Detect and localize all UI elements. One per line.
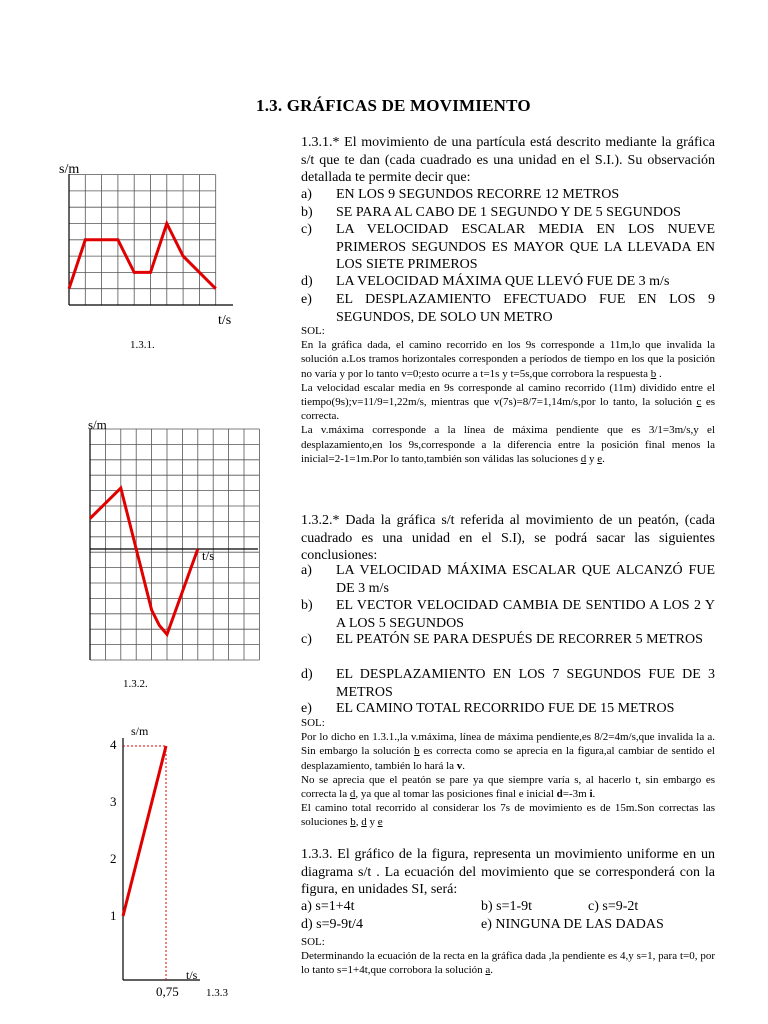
option-b: b) s=1-9t — [481, 899, 533, 914]
option-text: LA VELOCIDAD ESCALAR MEDIA EN LOS NUEVE PRIMEROS SEGUNDOS ES MAYOR QUE LA LLEVADA EN LOS SIETE PRIMEROS — [336, 222, 715, 272]
option-d — [301, 273, 715, 291]
figure-caption: 1.3.3 — [206, 987, 228, 999]
option-text: SE PARA AL CABO DE 1 SEGUNDO Y DE 5 SEGUNDOS — [336, 205, 681, 220]
option-text: EL PEATÓN SE PARA DESPUÉS DE RECORRER 5 METROS — [336, 632, 703, 647]
solution-paragraph: La velocidad escalar media en 9s corresponde al camino recorrido (11m) dividido entre el tiempo(9s);v=11/9=1,22m/s, mientras que v(7s)=8/7=1,14m/s,por lo tanto, la solución c es correcta. — [301, 381, 715, 423]
figure-1-3-1 — [55, 160, 275, 350]
option-key: b) — [301, 205, 313, 220]
page-title: 1.3. GRÁFICAS DE MOVIMIENTO — [256, 96, 531, 115]
y-tick-label: 3 — [110, 794, 117, 809]
option-a — [301, 186, 715, 204]
option-key: c) — [301, 222, 312, 237]
option-key: d) — [301, 274, 313, 289]
y-axis-label: s/m — [88, 417, 107, 432]
option-c: c) s=9-2t — [588, 899, 639, 914]
option-text: EL VECTOR VELOCIDAD CAMBIA DE SENTIDO A LOS 2 Y A LOS 5 SEGUNDOS — [336, 598, 715, 631]
question-1-3-2-intro: 1.3.2.* Dada la gráfica s/t referida al movimiento de un peatón, (cada cuadrado es una unidad en el S.I), se podrá sacar las siguientes conclusiones: — [301, 513, 715, 563]
solution-paragraph: En la gráfica dada, el camino recorrido en los 9s corresponde a 11m,lo que invalida la solución a.Los tramos horizontales corresponden a períodos de tiempo en los que la posición no varía y por lo tanto v=0;esto ocurre a t=1s y t=5s,que corrobora la respuesta b . — [301, 339, 715, 380]
option-text: LA VELOCIDAD MÁXIMA QUE LLEVÓ FUE DE 3 m/s — [336, 274, 670, 289]
option-text: LA VELOCIDAD MÁXIMA ESCALAR QUE ALCANZÓ FUE DE 3 m/s — [336, 563, 715, 596]
series-line — [90, 488, 198, 634]
solution-paragraph: Determinando la ecuación de la recta en la gráfica dada ,la pendiente es 4,y s=1, para t=0, por lo tanto s=1+4t,que corrobora la solución a. — [301, 950, 715, 977]
option-d: d) s=9-9t/4 — [301, 917, 363, 932]
question-1-3-3-intro: 1.3.3. El gráfico de la figura, representa un movimiento uniforme en un diagrama s/t . La ecuación del movimiento que se corresponderá con la figura, en unidades SI, será: — [301, 847, 715, 897]
option-e — [301, 291, 715, 327]
solution-paragraph: Por lo dicho en 1.3.1.,la v.máxima, línea de máxima pendiente,es 8/2=4m/s,que invalida la a. Sin embargo la solución b es correcta como se aprecia en la figura,al cambiar de sentido el desplazamiento, también lo hará la v. — [301, 731, 715, 772]
solution-paragraph: La v.máxima corresponde a la línea de máxima pendiente que es 3/1=3m/s,y el desplazamiento,en los 9s,corresponde a la diferencia entre la posición final menos la inicial=2-1=1m.Por lo tanto,también son válidas las soluciones d y e. — [301, 424, 715, 465]
option-b — [301, 597, 715, 633]
question-1-3-1-intro: 1.3.1.* El movimiento de una partícula está descrito mediante la gráfica s/t que te dan (cada cuadrado es una unidad en el S.I.). Su observación detallada te permite decir que: — [301, 135, 715, 185]
solution-paragraph: No se aprecia que el peatón se pare ya que siempre varía s, al hacerlo t, sin embargo es correcta la d, ya que al tomar las posiciones final e inicial d=-3m i. — [301, 773, 715, 801]
option-key: c) — [301, 632, 312, 647]
solution-1-3-2 — [301, 716, 715, 830]
y-axis-label: s/m — [59, 162, 80, 177]
option-c — [301, 221, 715, 274]
solution-1-3-1 — [301, 324, 715, 466]
option-key: b) — [301, 598, 313, 613]
option-text: EL CAMINO TOTAL RECORRIDO FUE DE 15 METROS — [336, 701, 675, 716]
option-e: e) NINGUNA DE LAS DADAS — [481, 917, 664, 932]
figure-1-3-3 — [100, 722, 250, 1000]
solution-paragraph: El camino total recorrido al considerar los 7s de movimiento es de 15m.Son correctas las soluciones b, d y e — [301, 802, 715, 829]
y-tick-label: 1 — [110, 908, 117, 923]
option-key: e) — [301, 701, 312, 716]
option-text: EN LOS 9 SEGUNDOS RECORRE 12 METROS — [336, 187, 620, 202]
option-key: a) — [301, 563, 312, 578]
figure-2-grid — [90, 429, 259, 660]
x-axis-label: t/s — [218, 313, 232, 328]
figure-caption: 1.3.1. — [130, 339, 155, 350]
x-axis-label: t/s — [186, 968, 198, 982]
option-d — [301, 666, 715, 702]
solution-label: SOL: — [301, 325, 325, 337]
option-a: a) s=1+4t — [301, 899, 355, 914]
option-text: EL DESPLAZAMIENTO EFECTUADO FUE EN LOS 9 SEGUNDOS, DE SOLO UN METRO — [336, 292, 715, 325]
option-a — [301, 562, 715, 598]
option-key: d) — [301, 667, 313, 682]
figure-caption: 1.3.2. — [123, 678, 148, 690]
y-tick-label: 4 — [110, 737, 117, 752]
series-line — [123, 746, 166, 916]
option-b — [301, 204, 715, 222]
option-text: EL DESPLAZAMIENTO EN LOS 7 SEGUNDOS FUE DE 3 METROS — [336, 667, 715, 700]
y-axis-label: s/m — [131, 724, 149, 738]
solution-1-3-3 — [301, 935, 715, 978]
solution-label: SOL: — [301, 717, 325, 729]
option-key: a) — [301, 187, 312, 202]
figure-1-3-2 — [80, 415, 270, 690]
x-axis-label: t/s — [202, 548, 215, 563]
option-key: e) — [301, 292, 312, 307]
solution-label: SOL: — [301, 936, 325, 948]
option-c — [301, 631, 715, 667]
x-tick-label: 0,75 — [156, 984, 179, 999]
y-tick-label: 2 — [110, 851, 117, 866]
